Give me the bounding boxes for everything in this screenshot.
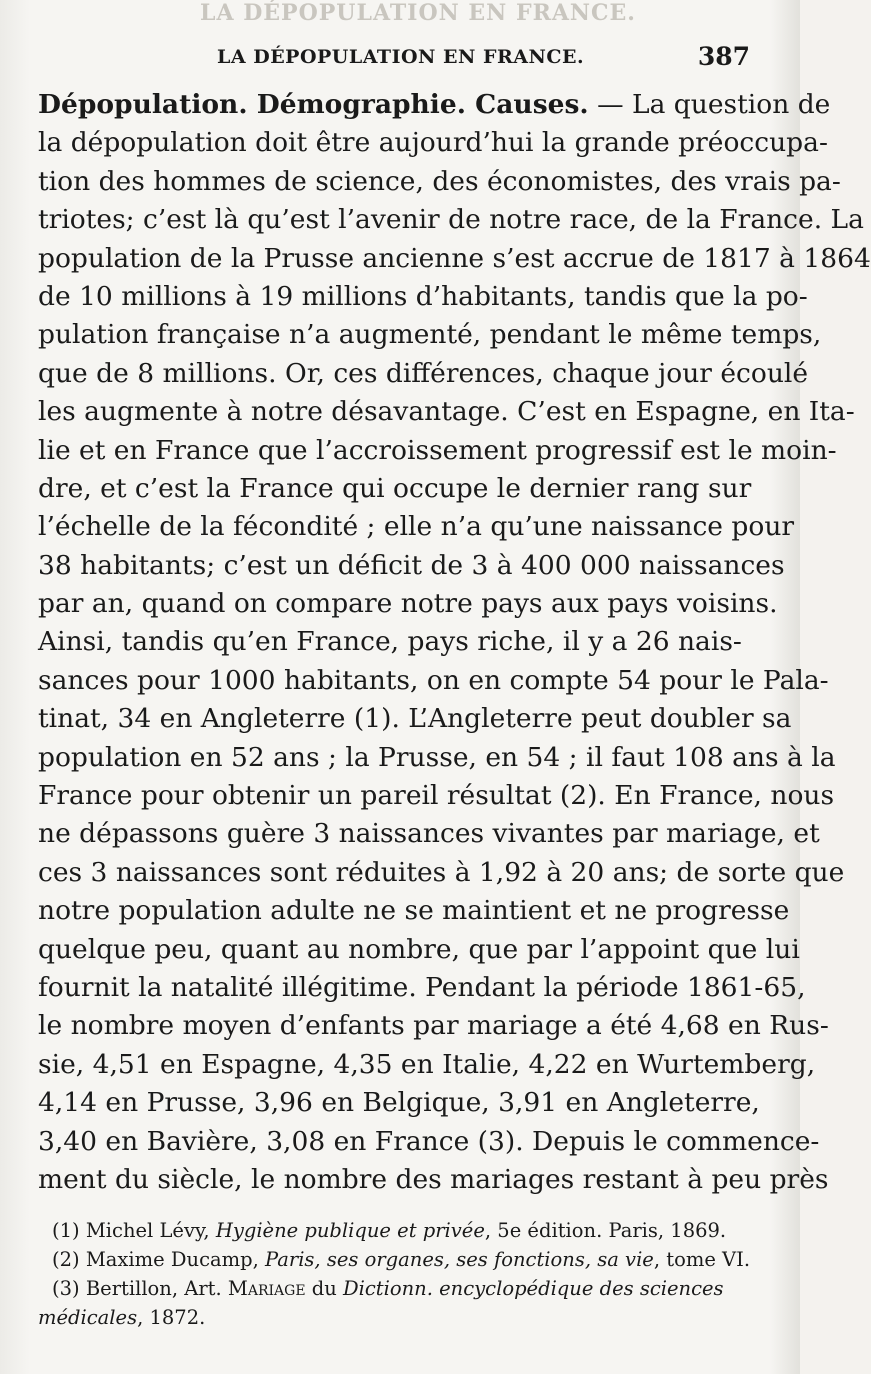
footnote-2-author: (2) Maxime Ducamp, bbox=[52, 1248, 265, 1271]
text-line: ces 3 naissances sont réduites à 1,92 à 20 ans; de sorte que bbox=[38, 856, 845, 888]
footnote-3-author: (3) Bertillon, Art. bbox=[52, 1277, 228, 1300]
footnote-3-title: Dictionn. encyclopédique des sciences bbox=[343, 1277, 724, 1300]
footnote-1-title: Hygiène publique et privée bbox=[215, 1219, 485, 1242]
text-line-1 bbox=[38, 86, 831, 124]
text-line: de 10 millions à 19 millions d’habitants, tandis que la po- bbox=[38, 280, 808, 312]
footnote-1-author: (1) Michel Lévy, bbox=[52, 1219, 216, 1242]
footnote-3-article: Mariage bbox=[227, 1277, 306, 1300]
footnote-3-continuation bbox=[38, 1303, 764, 1332]
text-line: par an, quand on compare notre pays aux pays voisins. bbox=[38, 588, 778, 620]
main-text bbox=[38, 86, 871, 1199]
text-line-1-rest: — La question de bbox=[588, 89, 831, 120]
text-line: ment du siècle, le nombre des mariages restant à peu près bbox=[38, 1163, 829, 1195]
footnote-3 bbox=[52, 1274, 764, 1303]
text-line: la dépopulation doit être aujourd’hui la grande préoccupa- bbox=[38, 127, 828, 159]
footnote-2-title: Paris, ses organes, ses fonctions, sa vie bbox=[265, 1248, 654, 1271]
text-line: Ainsi, tandis qu’en France, pays riche, il y a 26 nais- bbox=[38, 626, 742, 658]
text-line: population de la Prusse ancienne s’est accrue de 1817 à 1864 bbox=[38, 242, 871, 274]
text-line: tion des hommes de science, des économistes, des vrais pa- bbox=[38, 165, 841, 197]
text-line: le nombre moyen d’enfants par mariage a été 4,68 en Rus- bbox=[38, 1010, 829, 1042]
text-line: pulation française n’a augmenté, pendant le même temps, bbox=[38, 319, 822, 351]
footnote-3-title-cont: médicales bbox=[38, 1306, 138, 1329]
text-line: sie, 4,51 en Espagne, 4,35 en Italie, 4,22 en Wurtemberg, bbox=[38, 1048, 816, 1080]
footnote-2 bbox=[52, 1245, 764, 1274]
footnote-2-rest: , tome VI. bbox=[653, 1248, 751, 1271]
running-title: LA DÉPOPULATION EN FRANCE. bbox=[217, 46, 585, 68]
text-line: les augmente à notre désavantage. C’est en Espagne, en Ita- bbox=[38, 396, 855, 428]
footnote-1-rest: , 5e édition. Paris, 1869. bbox=[484, 1219, 727, 1242]
section-heading: Dépopulation. Démographie. Causes. bbox=[38, 89, 589, 120]
page-header bbox=[52, 42, 752, 78]
text-line: 4,14 en Prusse, 3,96 en Belgique, 3,91 en Angleterre, bbox=[38, 1087, 760, 1119]
page-number: 387 bbox=[697, 42, 750, 71]
footnote-3-mid: du bbox=[305, 1277, 344, 1300]
text-line: triotes; c’est là qu’est l’avenir de notre race, de la France. La bbox=[38, 204, 864, 236]
bleed-through-text: LA DÉPOPULATION EN FRANCE. bbox=[200, 0, 636, 26]
text-line: dre, et c’est la France qui occupe le dernier rang sur bbox=[38, 472, 752, 504]
footnote-3-year: , 1872. bbox=[137, 1306, 206, 1329]
footnotes bbox=[38, 1216, 764, 1332]
text-line: l’échelle de la fécondité ; elle n’a qu’une naissance pour bbox=[38, 511, 795, 543]
text-line: 3,40 en Bavière, 3,08 en France (3). Depuis le commence- bbox=[38, 1125, 820, 1157]
text-line: sances pour 1000 habitants, on en compte 54 pour le Pala- bbox=[38, 664, 829, 696]
text-line: lie et en France que l’accroissement progressif est le moin- bbox=[38, 434, 837, 466]
text-line: ne dépassons guère 3 naissances vivantes par mariage, et bbox=[38, 818, 820, 850]
text-line: tinat, 34 en Angleterre (1). L’Angleterre peut doubler sa bbox=[38, 703, 792, 735]
text-line: 38 habitants; c’est un déficit de 3 à 400 000 naissances bbox=[38, 549, 785, 581]
footnote-1 bbox=[52, 1216, 764, 1245]
text-line: notre population adulte ne se maintient et ne progresse bbox=[38, 895, 790, 927]
text-line: population en 52 ans ; la Prusse, en 54 ; il faut 108 ans à la bbox=[38, 741, 836, 773]
text-line: que de 8 millions. Or, ces différences, chaque jour écoulé bbox=[38, 357, 809, 389]
text-line: fournit la natalité illégitime. Pendant la période 1861-65, bbox=[38, 971, 806, 1003]
text-line: quelque peu, quant au nombre, que par l’appoint que lui bbox=[38, 933, 800, 965]
text-line: France pour obtenir un pareil résultat (2). En France, nous bbox=[38, 780, 835, 812]
